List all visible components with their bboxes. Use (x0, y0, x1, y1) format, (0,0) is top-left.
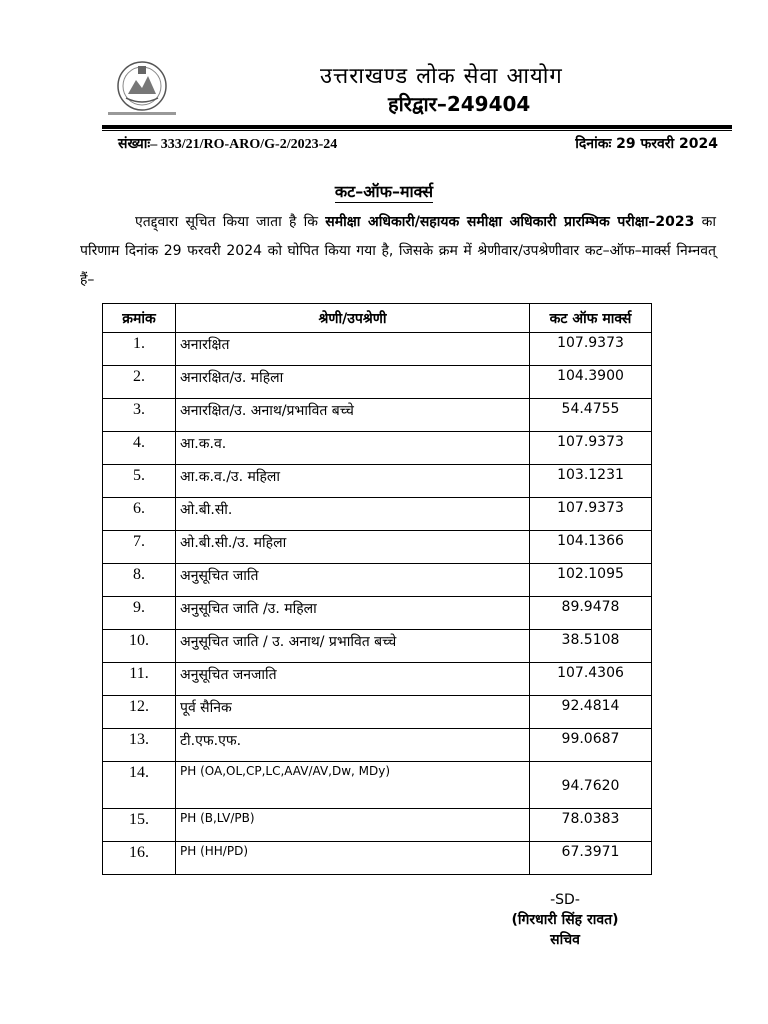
marks-cell: 107.9373 (530, 333, 652, 366)
marks-cell: 67.3971 (530, 842, 652, 875)
para-part1: एतद्द्वारा सूचित किया जाता है कि (135, 214, 326, 230)
serial-cell: 4. (103, 432, 176, 465)
para-exam-name: समीक्षा अधिकारी/सहायक समीक्षा अधिकारी प्रारम्भिक परीक्षा–2023 (325, 214, 695, 230)
cutoff-marks-table (102, 303, 652, 875)
serial-cell: 1. (103, 333, 176, 366)
serial-cell: 2. (103, 366, 176, 399)
marks-cell: 104.1366 (530, 531, 652, 564)
header-cutoff-marks: कट ऑफ मार्क्स (530, 304, 652, 333)
serial-cell: 5. (103, 465, 176, 498)
marks-cell: 102.1095 (530, 564, 652, 597)
category-cell: अनारक्षित (176, 333, 530, 366)
serial-cell: 11. (103, 663, 176, 696)
table-header-row (103, 304, 652, 333)
table-row (103, 432, 652, 465)
serial-cell: 13. (103, 729, 176, 762)
serial-cell: 3. (103, 399, 176, 432)
marks-cell: 107.9373 (530, 498, 652, 531)
category-cell: ओ.बी.सी. (176, 498, 530, 531)
category-cell: आ.क.व./उ. महिला (176, 465, 530, 498)
table-row (103, 399, 652, 432)
category-cell: पूर्व सैनिक (176, 696, 530, 729)
table-row (103, 465, 652, 498)
serial-cell: 8. (103, 564, 176, 597)
category-cell: PH (OA,OL,CP,LC,AAV/AV,Dw, MDy) (176, 762, 530, 809)
serial-cell: 14. (103, 762, 176, 809)
category-cell: टी.एफ.एफ. (176, 729, 530, 762)
reference-number: संख्याः– 333/21/RO-ARO/G-2/2023-24 (118, 137, 338, 152)
table-row (103, 729, 652, 762)
notice-heading-text: कट–ऑफ–मार्क्स (334, 182, 434, 201)
category-cell: अनारक्षित/उ. अनाथ/प्रभावित बच्चे (176, 399, 530, 432)
serial-cell: 10. (103, 630, 176, 663)
marks-cell: 107.4306 (530, 663, 652, 696)
serial-cell: 7. (103, 531, 176, 564)
table-row (103, 597, 652, 630)
signature-mark: -SD- (550, 892, 580, 908)
signature-block (480, 890, 650, 950)
category-cell: अनुसूचित जनजाति (176, 663, 530, 696)
signatory-name: (गिरधारी सिंह रावत) (511, 912, 619, 928)
marks-cell: 103.1231 (530, 465, 652, 498)
table-row (103, 809, 652, 842)
marks-cell: 104.3900 (530, 366, 652, 399)
table-row (103, 366, 652, 399)
table-row (103, 333, 652, 366)
table-row (103, 498, 652, 531)
category-cell: अनुसूचित जाति (176, 564, 530, 597)
notice-paragraph (80, 208, 716, 295)
marks-cell: 54.4755 (530, 399, 652, 432)
serial-cell: 9. (103, 597, 176, 630)
marks-cell: 92.4814 (530, 696, 652, 729)
header-divider (102, 125, 732, 129)
notice-date: दिनांकः 29 फरवरी 2024 (575, 136, 718, 152)
category-cell: PH (HH/PD) (176, 842, 530, 875)
table-row (103, 762, 652, 809)
signatory-designation: सचिव (550, 932, 580, 948)
category-cell: अनारक्षित/उ. महिला (176, 366, 530, 399)
organization-address: हरिद्वार–249404 (388, 92, 531, 116)
header-serial: क्रमांक (103, 304, 176, 333)
serial-cell: 15. (103, 809, 176, 842)
marks-cell: 38.5108 (530, 630, 652, 663)
marks-cell: 99.0687 (530, 729, 652, 762)
marks-cell: 78.0383 (530, 809, 652, 842)
table-row (103, 564, 652, 597)
table-row (103, 842, 652, 875)
marks-cell: 107.9373 (530, 432, 652, 465)
para-part2: का परिणाम दिनांक 29 फरवरी 2024 को घोपित किया गया है, जिसके क्रम में श्रेणीवार/उपश्रेणीवार कट–ऑफ–मार्क्स निम्नवत् हैं– (80, 214, 716, 288)
table-row (103, 531, 652, 564)
table-row (103, 630, 652, 663)
serial-cell: 6. (103, 498, 176, 531)
marks-cell: 94.7620 (530, 762, 652, 809)
header-category: श्रेणी/उपश्रेणी (176, 304, 530, 333)
category-cell: आ.क.व. (176, 432, 530, 465)
category-cell: अनुसूचित जाति /उ. महिला (176, 597, 530, 630)
table-row (103, 696, 652, 729)
notice-heading (0, 180, 768, 202)
organization-name: उत्तराखण्ड लोक सेवा आयोग (320, 64, 563, 89)
serial-cell: 16. (103, 842, 176, 875)
category-cell: ओ.बी.सी./उ. महिला (176, 531, 530, 564)
commission-emblem-logo (104, 58, 180, 120)
category-cell: PH (B,LV/PB) (176, 809, 530, 842)
header-divider-thin (102, 130, 732, 131)
category-cell: अनुसूचित जाति / उ. अनाथ/ प्रभावित बच्चे (176, 630, 530, 663)
serial-cell: 12. (103, 696, 176, 729)
table-row (103, 663, 652, 696)
marks-cell: 89.9478 (530, 597, 652, 630)
